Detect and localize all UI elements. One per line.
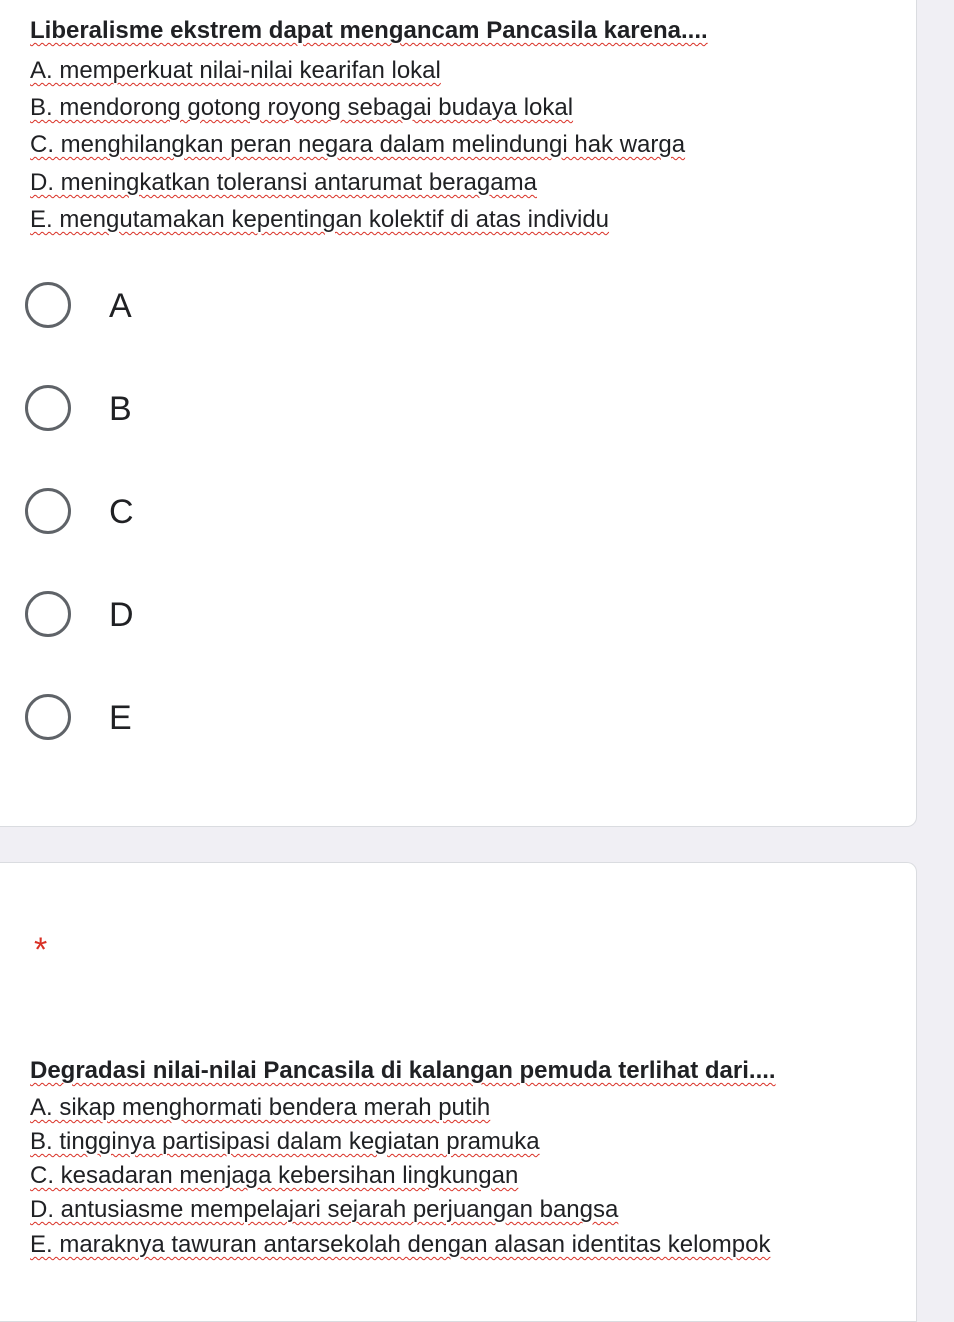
radio-option-a-label: A	[109, 287, 132, 325]
question-1-choice-e-text: E. mengutamakan kepentingan kolektif di atas individu	[30, 206, 610, 233]
radio-circle-icon[interactable]	[25, 385, 71, 431]
question-2-choice-c-text: C. kesadaran menjaga kebersihan lingkungan	[30, 1162, 519, 1189]
radio-circle-icon[interactable]	[25, 488, 71, 534]
radio-circle-icon[interactable]	[25, 591, 71, 637]
radio-option-c[interactable]	[25, 488, 425, 544]
radio-option-b-label: B	[109, 390, 132, 428]
radio-circle-icon[interactable]	[25, 282, 71, 328]
question-1-title: Liberalisme ekstrem dapat mengancam Pancasila karena....	[30, 17, 708, 44]
radio-option-d[interactable]	[25, 591, 425, 647]
question-2-title: Degradasi nilai-nilai Pancasila di kalangan pemuda terlihat dari....	[30, 1057, 776, 1084]
question-1-choice-d-text: D. meningkatkan toleransi antarumat beragama	[30, 169, 537, 196]
radio-option-b[interactable]	[25, 385, 425, 441]
question-1-choice-c-text: C. menghilangkan peran negara dalam melindungi hak warga	[30, 131, 686, 158]
radio-circle-icon[interactable]	[25, 694, 71, 740]
question-2-choice-e-text: E. maraknya tawuran antarsekolah dengan alasan identitas kelompok	[30, 1231, 771, 1258]
radio-option-a[interactable]	[25, 282, 425, 338]
required-asterisk: *	[34, 931, 48, 969]
question-2-choice-b-text: B. tingginya partisipasi dalam kegiatan pramuka	[30, 1128, 540, 1155]
radio-option-d-label: D	[109, 596, 134, 634]
question-1-choice-b-text: B. mendorong gotong royong sebagai budaya lokal	[30, 94, 574, 121]
page-background-strip	[917, 0, 954, 1293]
question-2-choice-a-text: A. sikap menghormati bendera merah putih	[30, 1094, 491, 1121]
radio-option-c-label: C	[109, 493, 134, 531]
radio-option-e-label: E	[109, 699, 132, 737]
question-card-2	[0, 862, 917, 1322]
radio-option-e[interactable]	[25, 694, 425, 750]
question-2-choice-d-text: D. antusiasme mempelajari sejarah perjuangan bangsa	[30, 1196, 619, 1223]
question-1-choice-a-text: A. memperkuat nilai-nilai kearifan lokal	[30, 57, 441, 84]
